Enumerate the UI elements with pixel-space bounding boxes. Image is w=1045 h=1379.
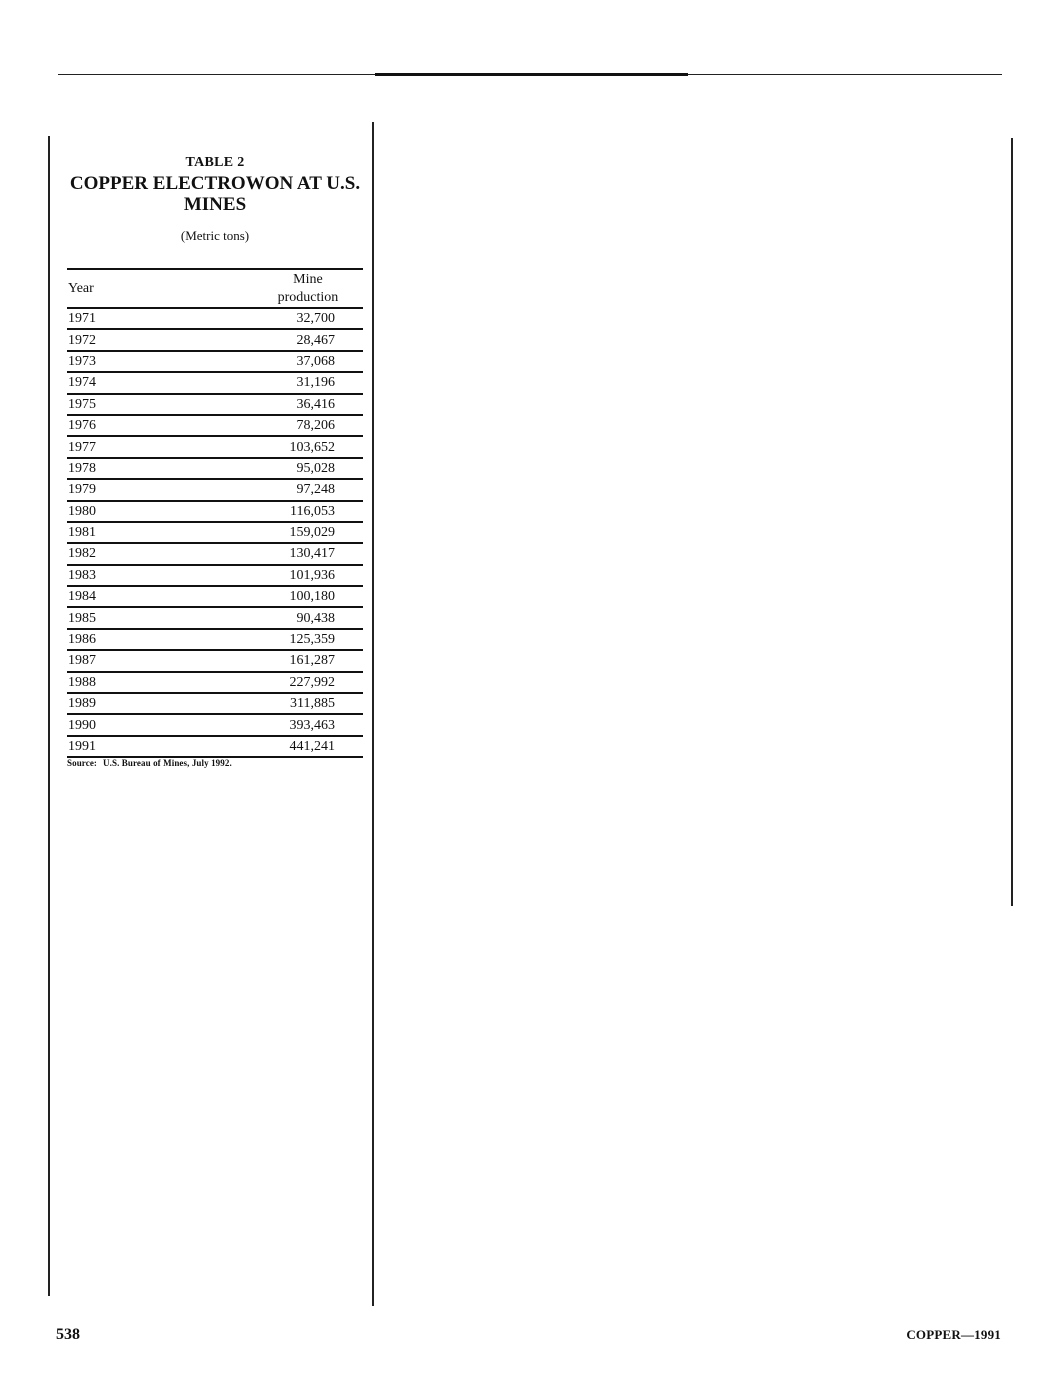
source-label: Source:	[67, 758, 98, 768]
source-text: U.S. Bureau of Mines, July 1992.	[103, 758, 232, 768]
table-title	[67, 173, 363, 215]
row-production-value: 441,241	[289, 739, 335, 754]
row-production-value: 100,180	[289, 589, 335, 605]
column-rule-left	[48, 136, 50, 1296]
row-production-value: 28,467	[296, 332, 335, 348]
running-head: COPPER—1991	[906, 1327, 1001, 1342]
row-production-value: 101,936	[289, 567, 335, 583]
table-row	[67, 415, 363, 436]
row-year: 1983	[68, 567, 96, 583]
row-year: 1985	[68, 610, 96, 626]
column-header-production-line-2: production	[277, 289, 339, 305]
row-year: 1980	[68, 503, 96, 519]
row-production-value: 393,463	[289, 717, 335, 733]
table-title-line-1: COPPER ELECTROWON AT U.S.	[69, 173, 361, 194]
row-year: 1986	[68, 632, 96, 648]
table-row	[67, 543, 363, 564]
row-year: 1973	[68, 353, 96, 369]
column-header-production-line-1: Mine	[293, 271, 323, 287]
row-year: 1971	[68, 311, 96, 327]
table-row	[67, 329, 363, 350]
row-year: 1972	[68, 332, 96, 348]
row-production-value: 103,652	[289, 439, 335, 455]
table-row	[67, 479, 363, 500]
row-production-value: 95,028	[296, 460, 335, 476]
row-production-value: 116,053	[290, 503, 335, 519]
row-production-value: 78,206	[296, 418, 335, 434]
table-header-row	[67, 269, 363, 308]
table-units: (Metric tons)	[180, 228, 250, 243]
table-block	[67, 155, 363, 754]
table-row	[67, 607, 363, 628]
table-label: TABLE 2	[185, 155, 245, 170]
row-year: 1987	[68, 653, 96, 669]
row-year: 1989	[68, 696, 96, 712]
row-year: 1979	[68, 482, 96, 498]
row-year: 1990	[68, 717, 96, 733]
table-row	[67, 565, 363, 586]
row-year: 1974	[68, 375, 96, 391]
row-production-value: 90,438	[296, 610, 335, 626]
column-header-production	[103, 269, 363, 308]
row-year: 1988	[68, 674, 96, 690]
table-source	[67, 758, 238, 768]
data-table	[67, 268, 363, 758]
table-row	[67, 458, 363, 479]
row-production-value: 125,359	[289, 632, 335, 648]
table-row	[67, 586, 363, 607]
row-year: 1982	[68, 546, 96, 562]
table-row	[67, 522, 363, 543]
table-row	[67, 351, 363, 372]
row-production-value: 97,248	[296, 482, 335, 498]
table-row	[67, 714, 363, 735]
table-title-line-2: MINES	[183, 194, 247, 215]
column-header-year: Year	[68, 280, 94, 296]
row-production-value: 161,287	[289, 653, 335, 669]
row-production-value: 32,700	[296, 311, 335, 327]
row-production-value: 36,416	[296, 396, 335, 412]
table-body	[67, 308, 363, 757]
row-year: 1977	[68, 439, 96, 455]
table-row	[67, 501, 363, 522]
table-row	[67, 372, 363, 393]
table-row	[67, 308, 363, 329]
table-row	[67, 436, 363, 457]
page-number: 538	[56, 1326, 80, 1343]
table-row	[67, 672, 363, 693]
table-row	[67, 693, 363, 714]
row-year: 1975	[68, 396, 96, 412]
row-year: 1976	[68, 418, 96, 434]
row-year: 1991	[68, 739, 96, 754]
row-production-value: 31,196	[296, 375, 335, 391]
row-year: 1984	[68, 589, 96, 605]
row-production-value: 311,885	[290, 696, 335, 712]
row-year: 1978	[68, 460, 96, 476]
top-rule-accent	[375, 73, 688, 76]
table-row	[67, 629, 363, 650]
row-production-value: 227,992	[289, 674, 335, 690]
table-row	[67, 736, 363, 757]
column-rule-right	[1011, 138, 1013, 906]
row-production-value: 130,417	[289, 546, 335, 562]
row-production-value: 159,029	[289, 525, 335, 541]
row-year: 1981	[68, 525, 96, 541]
table-row	[67, 650, 363, 671]
column-rule-middle	[372, 122, 374, 1306]
row-production-value: 37,068	[296, 353, 335, 369]
table-row	[67, 394, 363, 415]
